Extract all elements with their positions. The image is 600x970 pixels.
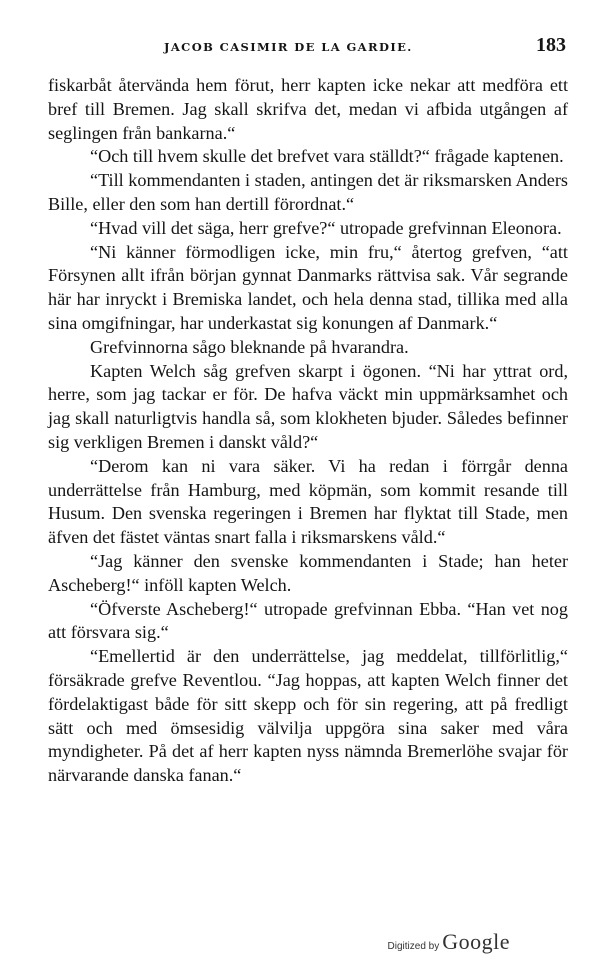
paragraph: Grefvinnorna sågo bleknande på hvarandra. [90,336,409,357]
paragraph: “Jag känner den svenske kommendanten i Stade; han heter Ascheberg!“ inföll kapten Welch. [48,550,568,595]
paragraph: Kapten Welch såg grefven skarpt i ögonen. “Ni har yttrat ord, herre, som jag tackar er för. De hafva väckt min uppmärksamhet och jag skall naturligtvis handla så, som klokheten bjuder. Således befinner sig verkligen Bremen i danskt våld?“ [48,360,568,452]
paragraph: “Och till hvem skulle det brefvet vara ställdt?“ frågade kaptenen. [90,146,564,167]
running-title: JACOB CASIMIR DE LA GARDIE. [164,40,413,54]
paragraph: fiskarbåt återvända hem förut, herr kapten icke nekar att medföra ett bref till Bremen. Jag skall skrifva det, medan vi afbida utgången af seglingen från bankarna.“ [48,75,568,143]
paragraph: “Till kommendanten i staden, antingen det är riksmarsken Anders Bille, eller den som han dertill förordnat.“ [48,170,568,214]
body-text [48,74,568,788]
page-number: 183 [536,34,566,56]
page-header [48,34,568,64]
digitized-by-google-watermark [388,929,510,955]
paragraph: “Hvad vill det säga, herr grefve?“ utropade grefvinnan Eleonora. [90,217,562,238]
google-logo-text: Google [442,929,510,954]
paragraph: “Öfverste Ascheberg!“ utropade grefvinnan Ebba. “Han vet nog att försvara sig.“ [48,598,568,643]
digitized-by-label: Digitized by [387,941,440,952]
paragraph: “Emellertid är den underrättelse, jag meddelat, tillförlitlig,“ försäkrade grefve Reventlou. “Jag hoppas, att kapten Welch finner det fördelaktigast både för sitt skepp och för sin regering, att på fredligt sätt och med ömsesidig välvilja uppgöra sina saker med våra myndigheter. På det af herr kapten nyss nämnda Bremerlöhe svajar för närvarande danska fanan.“ [48,646,568,786]
paragraph: “Ni känner förmodligen icke, min fru,“ återtog grefven, “att Försynen allt ifrån början gynnat Danmarks rättvisa sak. Vår segrande här har inryckt i Bremiska landet, och hela denna stad, tillika med alla sina omgifningar, har underkastat sig konungen af Danmark.“ [48,241,568,333]
paragraph: “Derom kan ni vara säker. Vi ha redan i förrgår denna underrättelse från Hamburg, med köpmän, som kommit resande till Husum. Den svenska regeringen i Bremen har flyktat till Stade, men äfven det fästet väntas snart falla i riksmarskens våld.“ [48,455,568,548]
